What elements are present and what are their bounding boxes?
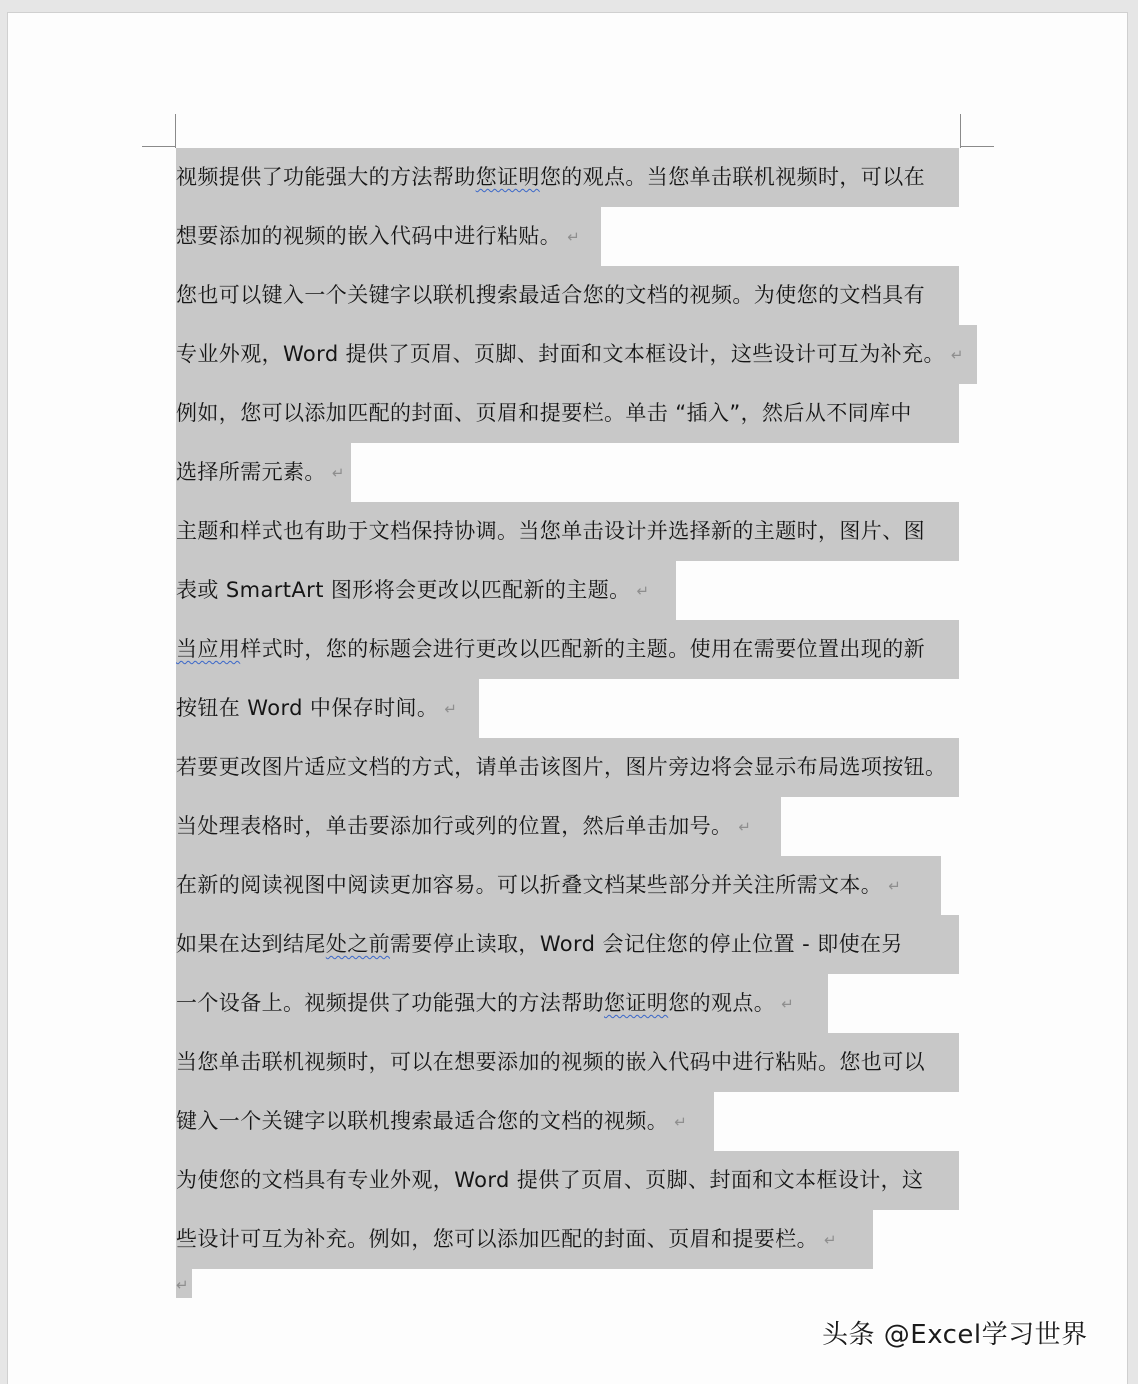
line-text [176,695,457,722]
paragraph-mark-icon: ↵ [444,700,458,718]
text-line[interactable] [176,502,959,561]
line-text [176,459,345,486]
line-text [176,1049,925,1075]
paragraph-mark-icon: ↵ [781,995,795,1013]
line-text [176,931,903,957]
text-run: 当您单击联机视频时，可以在想要添加的视频的嵌入代码中进行粘贴。您也可以 [176,1050,925,1074]
line-text [176,1167,923,1193]
line-text [176,636,925,662]
text-line[interactable] [176,797,781,856]
text-line[interactable] [176,856,941,915]
line-text [176,400,912,426]
text-run: 例如，您可以添加匹配的封面、页眉和提要栏。单击 “插入”，然后从不同库中 [176,401,912,425]
text-run: 需要停止读取，Word 会记住您的停止位置 - 即使在另 [390,932,903,956]
text-line[interactable] [176,679,479,738]
spell-check-squiggle[interactable]: 您证明 [475,165,540,189]
text-run: 专业外观，Word 提供了页眉、页脚、封面和文本框设计，这些设计可互为补充。 [176,342,945,366]
text-run: 您的观点。 [668,991,776,1015]
text-run: 如果在达到结尾 [176,932,326,956]
text-line[interactable] [176,1033,959,1092]
paragraph-mark-icon: ↵ [738,818,752,836]
spell-check-squiggle[interactable]: 处之前 [325,932,391,956]
text-run: 一个设备上。视频提供了功能强大的方法帮助 [176,991,604,1015]
empty-paragraph-line[interactable] [176,1269,192,1298]
line-text [176,872,901,899]
text-line[interactable] [176,384,959,443]
paragraph-mark-icon: ↵ [636,582,650,600]
text-line[interactable] [176,974,828,1033]
text-run: 您也可以键入一个关键字以联机搜索最适合您的文档的视频。为使您的文档具有 [176,283,925,307]
line-text [176,282,925,308]
text-line[interactable] [176,561,676,620]
line-text [176,1108,687,1135]
paragraph-mark-icon: ↵ [950,346,964,364]
text-line[interactable] [176,148,959,207]
text-run: 些设计可互为补充。例如，您可以添加匹配的封面、页眉和提要栏。 [176,1227,818,1251]
text-run: 为使您的文档具有专业外观，Word 提供了页眉、页脚、封面和文本框设计，这 [176,1168,924,1192]
text-line[interactable] [176,207,601,266]
text-run: 表或 SmartArt 图形将会更改以匹配新的主题。 [176,578,631,602]
paragraph-mark-icon: ↵ [674,1113,688,1131]
crop-mark-top-left-horizontal [142,146,176,147]
text-run: 选择所需元素。 [176,460,326,484]
text-run: 想要添加的视频的嵌入代码中进行粘贴。 [176,224,562,248]
paragraph-mark-icon: ↵ [176,1276,189,1294]
spell-check-squiggle[interactable]: 当应用 [176,637,241,661]
spell-check-squiggle[interactable]: 您证明 [604,991,669,1015]
text-run: 视频提供了功能强大的方法帮助 [176,165,476,189]
text-run: 在新的阅读视图中阅读更加容易。可以折叠文档某些部分并关注所需文本。 [176,873,883,897]
crop-mark-top-right-vertical [960,114,961,148]
line-text [176,164,925,190]
text-line[interactable] [176,1210,873,1269]
text-line[interactable] [176,1151,959,1210]
paragraph-mark-icon: ↵ [567,228,581,246]
line-text [176,341,964,368]
line-text [176,223,580,250]
text-run: 当处理表格时，单击要添加行或列的位置，然后单击加号。 [176,814,733,838]
line-text [176,1271,189,1298]
line-text [176,1226,837,1253]
watermark: 头条 @Excel学习世界 [822,1320,1088,1350]
text-run: 样式时，您的标题会进行更改以匹配新的主题。使用在需要位置出现的新 [240,637,925,661]
text-run: 按钮在 Word 中保存时间。 [176,696,439,720]
text-line[interactable] [176,620,959,679]
text-run: 您的观点。当您单击联机视频时，可以在 [539,165,926,189]
text-line[interactable] [176,1092,714,1151]
crop-mark-top-left-vertical [175,114,176,148]
text-line[interactable] [176,738,959,797]
crop-mark-top-right-horizontal [960,146,994,147]
line-text [176,754,946,780]
line-text [176,813,751,840]
line-text [176,577,649,604]
text-run: 若要更改图片适应文档的方式，请单击该图片，图片旁边将会显示布局选项按钮。 [176,755,947,779]
paragraph-mark-icon: ↵ [888,877,902,895]
text-line[interactable] [176,915,959,974]
text-run: 键入一个关键字以联机搜索最适合您的文档的视频。 [176,1109,669,1133]
text-line[interactable] [176,325,977,384]
text-line[interactable] [176,443,351,502]
text-run: 主题和样式也有助于文档保持协调。当您单击设计并选择新的主题时，图片、图 [176,519,925,543]
line-text [176,990,794,1017]
paragraph-mark-icon: ↵ [824,1231,837,1249]
line-text [176,518,925,544]
text-line[interactable] [176,266,959,325]
paragraph-mark-icon: ↵ [331,464,345,482]
